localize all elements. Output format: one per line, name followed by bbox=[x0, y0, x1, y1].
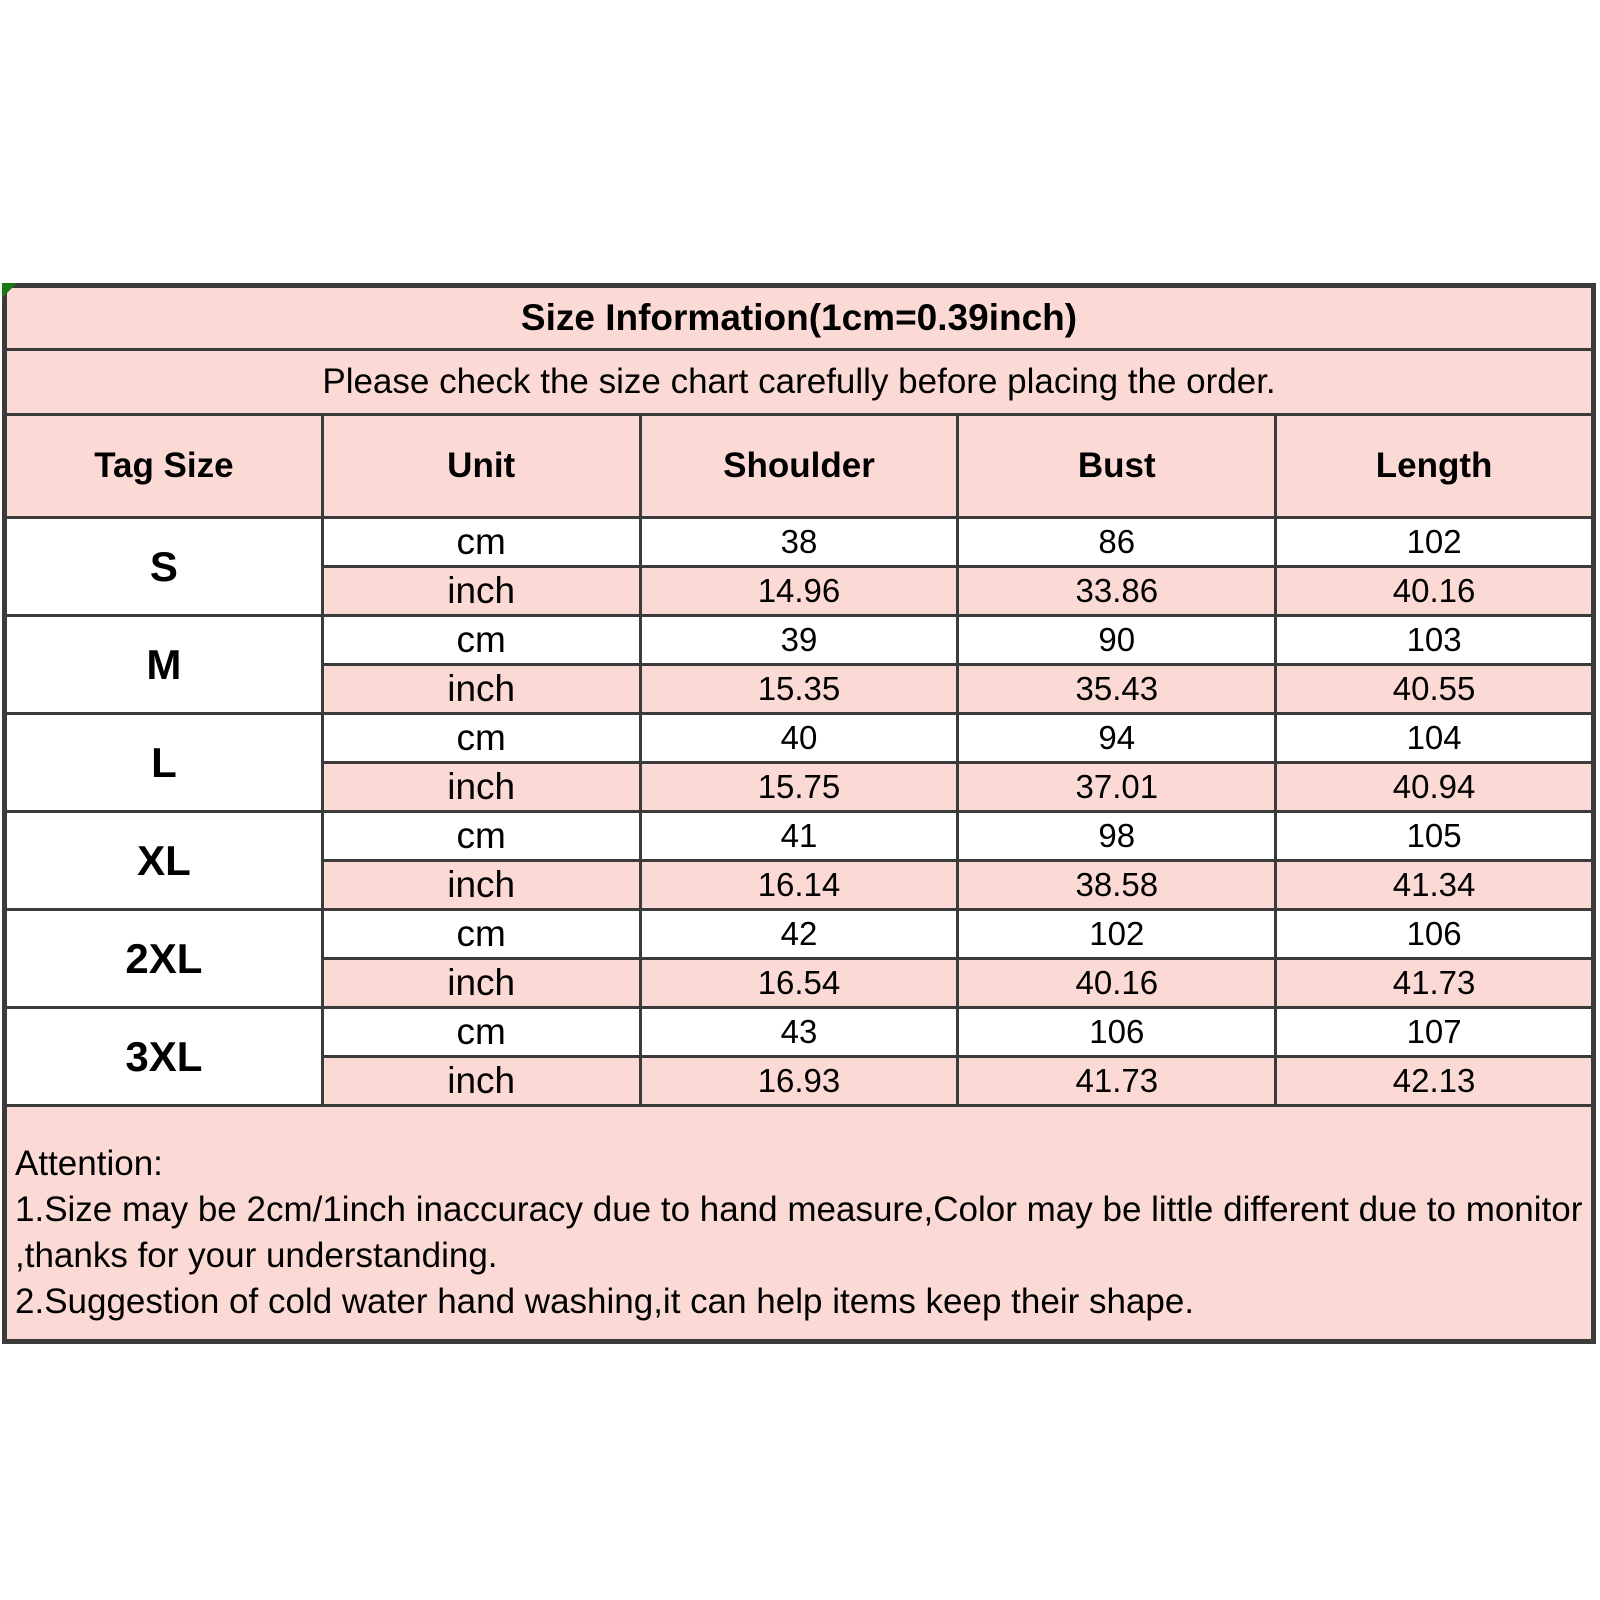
col-header-length: Length bbox=[1276, 415, 1594, 518]
tag-size-2xl: 2XL bbox=[5, 910, 323, 1008]
tag-size-m: M bbox=[5, 616, 323, 714]
l-inch-shoulder: 15.75 bbox=[640, 763, 958, 812]
s-inch-length: 40.16 bbox=[1276, 567, 1594, 616]
size-table bbox=[2, 283, 1596, 1344]
l-inch-bust: 37.01 bbox=[958, 763, 1276, 812]
unit-inch-label: inch bbox=[322, 959, 640, 1008]
table-row bbox=[5, 714, 1594, 763]
tag-size-xl: XL bbox=[5, 812, 323, 910]
3xl-inch-shoulder: 16.93 bbox=[640, 1057, 958, 1106]
attention-line-3: 2.Suggestion of cold water hand washing,it can help items keep their shape. bbox=[15, 1282, 1195, 1321]
unit-inch-label: inch bbox=[322, 567, 640, 616]
col-header-bust: Bust bbox=[958, 415, 1276, 518]
2xl-cm-bust: 102 bbox=[958, 910, 1276, 959]
2xl-cm-length: 106 bbox=[1276, 910, 1594, 959]
table-row bbox=[5, 518, 1594, 567]
unit-inch-label: inch bbox=[322, 763, 640, 812]
unit-inch-label: inch bbox=[322, 1057, 640, 1106]
m-inch-length: 40.55 bbox=[1276, 665, 1594, 714]
corner-marker-icon bbox=[2, 283, 17, 298]
unit-cm-label: cm bbox=[322, 1008, 640, 1057]
l-cm-shoulder: 40 bbox=[640, 714, 958, 763]
attention-note bbox=[5, 1106, 1594, 1342]
col-header-tag-size: Tag Size bbox=[5, 415, 323, 518]
3xl-inch-length: 42.13 bbox=[1276, 1057, 1594, 1106]
m-inch-shoulder: 15.35 bbox=[640, 665, 958, 714]
xl-inch-length: 41.34 bbox=[1276, 861, 1594, 910]
table-subtitle: Please check the size chart carefully before placing the order. bbox=[5, 350, 1594, 415]
unit-cm-label: cm bbox=[322, 910, 640, 959]
3xl-inch-bust: 41.73 bbox=[958, 1057, 1276, 1106]
tag-size-s: S bbox=[5, 518, 323, 616]
tag-size-l: L bbox=[5, 714, 323, 812]
table-row bbox=[5, 910, 1594, 959]
xl-cm-bust: 98 bbox=[958, 812, 1276, 861]
attention-line-2: ,thanks for your understanding. bbox=[15, 1236, 498, 1275]
l-cm-length: 104 bbox=[1276, 714, 1594, 763]
s-inch-bust: 33.86 bbox=[958, 567, 1276, 616]
s-inch-shoulder: 14.96 bbox=[640, 567, 958, 616]
unit-inch-label: inch bbox=[322, 861, 640, 910]
s-cm-length: 102 bbox=[1276, 518, 1594, 567]
table-row bbox=[5, 616, 1594, 665]
m-cm-shoulder: 39 bbox=[640, 616, 958, 665]
unit-cm-label: cm bbox=[322, 616, 640, 665]
attention-heading: Attention: bbox=[15, 1144, 163, 1183]
unit-inch-label: inch bbox=[322, 665, 640, 714]
xl-inch-shoulder: 16.14 bbox=[640, 861, 958, 910]
col-header-shoulder: Shoulder bbox=[640, 415, 958, 518]
m-inch-bust: 35.43 bbox=[958, 665, 1276, 714]
s-cm-shoulder: 38 bbox=[640, 518, 958, 567]
tag-size-3xl: 3XL bbox=[5, 1008, 323, 1106]
xl-cm-shoulder: 41 bbox=[640, 812, 958, 861]
3xl-cm-bust: 106 bbox=[958, 1008, 1276, 1057]
unit-cm-label: cm bbox=[322, 812, 640, 861]
col-header-unit: Unit bbox=[322, 415, 640, 518]
2xl-inch-shoulder: 16.54 bbox=[640, 959, 958, 1008]
3xl-cm-shoulder: 43 bbox=[640, 1008, 958, 1057]
table-row bbox=[5, 1008, 1594, 1057]
size-chart bbox=[2, 283, 1596, 1344]
2xl-cm-shoulder: 42 bbox=[640, 910, 958, 959]
table-title: Size Information(1cm=0.39inch) bbox=[5, 286, 1594, 350]
unit-cm-label: cm bbox=[322, 714, 640, 763]
s-cm-bust: 86 bbox=[958, 518, 1276, 567]
l-cm-bust: 94 bbox=[958, 714, 1276, 763]
3xl-cm-length: 107 bbox=[1276, 1008, 1594, 1057]
xl-inch-bust: 38.58 bbox=[958, 861, 1276, 910]
table-row bbox=[5, 812, 1594, 861]
m-cm-length: 103 bbox=[1276, 616, 1594, 665]
attention-row bbox=[5, 1106, 1594, 1342]
2xl-inch-length: 41.73 bbox=[1276, 959, 1594, 1008]
2xl-inch-bust: 40.16 bbox=[958, 959, 1276, 1008]
unit-cm-label: cm bbox=[322, 518, 640, 567]
l-inch-length: 40.94 bbox=[1276, 763, 1594, 812]
attention-line-1: 1.Size may be 2cm/1inch inaccuracy due to hand measure,Color may be little different due to monitor bbox=[15, 1190, 1583, 1229]
m-cm-bust: 90 bbox=[958, 616, 1276, 665]
xl-cm-length: 105 bbox=[1276, 812, 1594, 861]
